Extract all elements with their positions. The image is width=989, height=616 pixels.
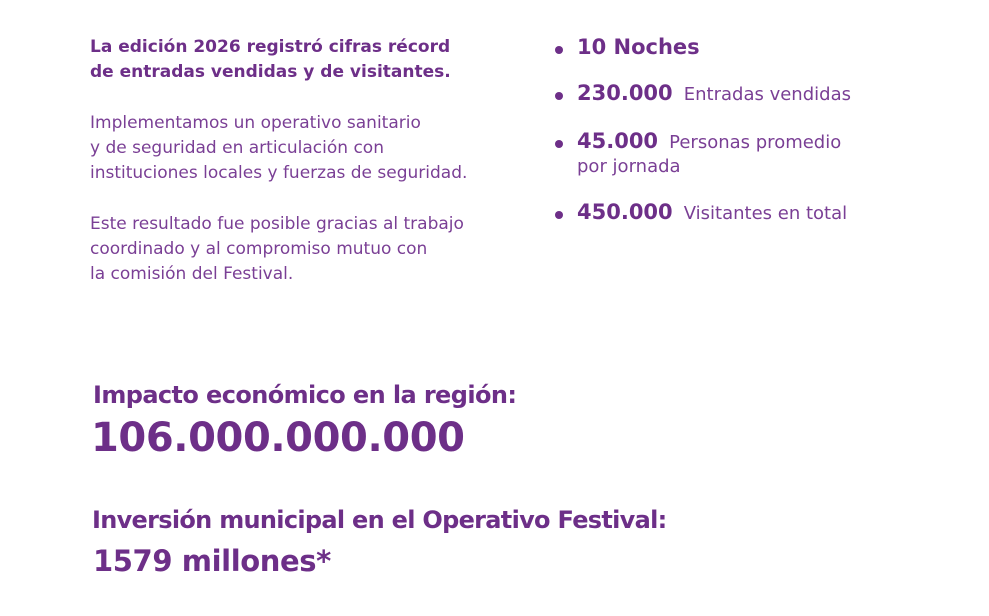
bullet-icon: [555, 140, 563, 148]
stat-label: Entradas vendidas: [683, 84, 851, 105]
stat-label-line-2: por jornada: [577, 156, 681, 177]
stat-item-nights: [555, 35, 975, 59]
intro-text: [90, 35, 520, 313]
stat-item-daily-average: [555, 129, 975, 178]
investment-value: 1579 millones*: [93, 544, 331, 578]
bullet-icon: [555, 46, 563, 54]
stat-number: 450.000: [577, 200, 673, 224]
bullet-icon: [555, 92, 563, 100]
intro-paragraph-2: Este resultado fue posible gracias al trabajo coordinado y al compromiso mutuo con la comisión del Festival.: [90, 214, 464, 284]
intro-lead: La edición 2026 registró cifras récord de entradas vendidas y de visitantes.: [90, 37, 451, 82]
stat-item-visitors: [555, 200, 975, 226]
impact-value: 106.000.000.000: [91, 415, 465, 461]
bullet-icon: [555, 211, 563, 219]
stat-number: 230.000: [577, 81, 673, 105]
stats-list: [555, 35, 975, 242]
stat-label: Visitantes en total: [683, 203, 848, 224]
stat-number: 45.000: [577, 129, 659, 153]
stat-item-tickets: [555, 81, 975, 107]
intro-paragraph-1: Implementamos un operativo sanitario y de seguridad en articulación con instituciones locales y fuerzas de seguridad.: [90, 113, 468, 183]
stat-number: 10 Noches: [577, 35, 700, 59]
investment-title: Inversión municipal en el Operativo Festival:: [92, 506, 667, 534]
impact-title: Impacto económico en la región:: [93, 381, 517, 409]
stat-label: Personas promedio: [669, 132, 842, 153]
